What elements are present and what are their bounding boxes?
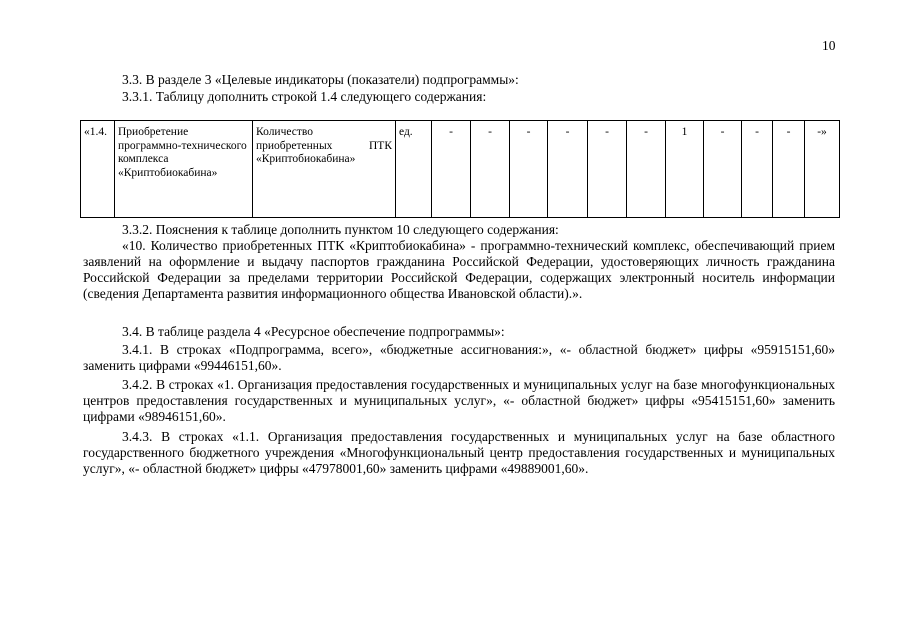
value-cell: - [773,121,805,218]
paragraph-3-4-3: 3.4.3. В строках «1.1. Организация предоставления государственных и муниципальных услуг на базе областного государственного бюджетного учреждения «Многофункциональный центр предоставления государственных и муниципальных услуг», «- областной бюджет» цифры «47978001,60» заменить цифрами «49889001,60». [83,429,835,476]
value-cell: - [742,121,773,218]
section-3-3-heading: 3.3. В разделе 3 «Целевые индикаторы (показатели) подпрограммы»: [122,72,519,87]
measure-name-cell: Приобретение программно-технического комплекса «Криптобиокабина» [115,121,253,218]
section-3-3-2-text: 3.3.2. Пояснения к таблице дополнить пунктом 10 следующего содержания: [122,222,559,237]
section-3-3-1-text: 3.3.1. Таблицу дополнить строкой 1.4 следующего содержания: [122,89,487,104]
indicator-table [80,120,840,218]
page-number: 10 [822,38,836,53]
indicator-name-line-2 [256,140,392,154]
paragraph-item-10: «10. Количество приобретенных ПТК «Криптобиокабина» - программно-технический комплекс, обеспечивающий прием заявлений на оформление и выдачу паспортов гражданина Российской Федерации, удостоверяющих личность гражданина Российской Федерации за пределами территории Российской Федерации, содержащих электронный носитель информации (сведения Департамента развития информационного общества Ивановской области).». [83,238,835,301]
indicator-word-2: ПТК [369,139,392,152]
value-cell: - [510,121,548,218]
value-cell: - [432,121,471,218]
value-cell: 1 [666,121,704,218]
paragraph-3-4-2: 3.4.2. В строках «1. Организация предоставления государственных и муниципальных услуг на базе многофункциональных центров предоставления государственных и муниципальных услуг», «- областной бюджет» цифры «95415151,60» заменить цифрами «98946151,60». [83,377,835,424]
section-3-4-heading: 3.4. В таблице раздела 4 «Ресурсное обеспечение подпрограммы»: [122,324,505,339]
value-cell: - [588,121,627,218]
value-cell: -» [805,121,840,218]
indicator-name-cell [253,121,396,218]
value-cell: - [548,121,588,218]
row-number-cell: «1.4. [81,121,115,218]
paragraph-3-4-1: 3.4.1. В строках «Подпрограмма, всего», «бюджетные ассигнования:», «- областной бюджет» цифры «95915151,60» заменить цифрами «99446151,60». [83,342,835,373]
indicator-name-line-1: Количество [256,126,313,138]
value-cell: - [627,121,666,218]
indicator-name-line-3: «Криптобиокабина» [256,153,356,165]
unit-cell: ед. [396,121,432,218]
value-cell: - [704,121,742,218]
table-row [81,121,840,218]
indicator-word-1: приобретенных [256,139,333,152]
value-cell: - [471,121,510,218]
